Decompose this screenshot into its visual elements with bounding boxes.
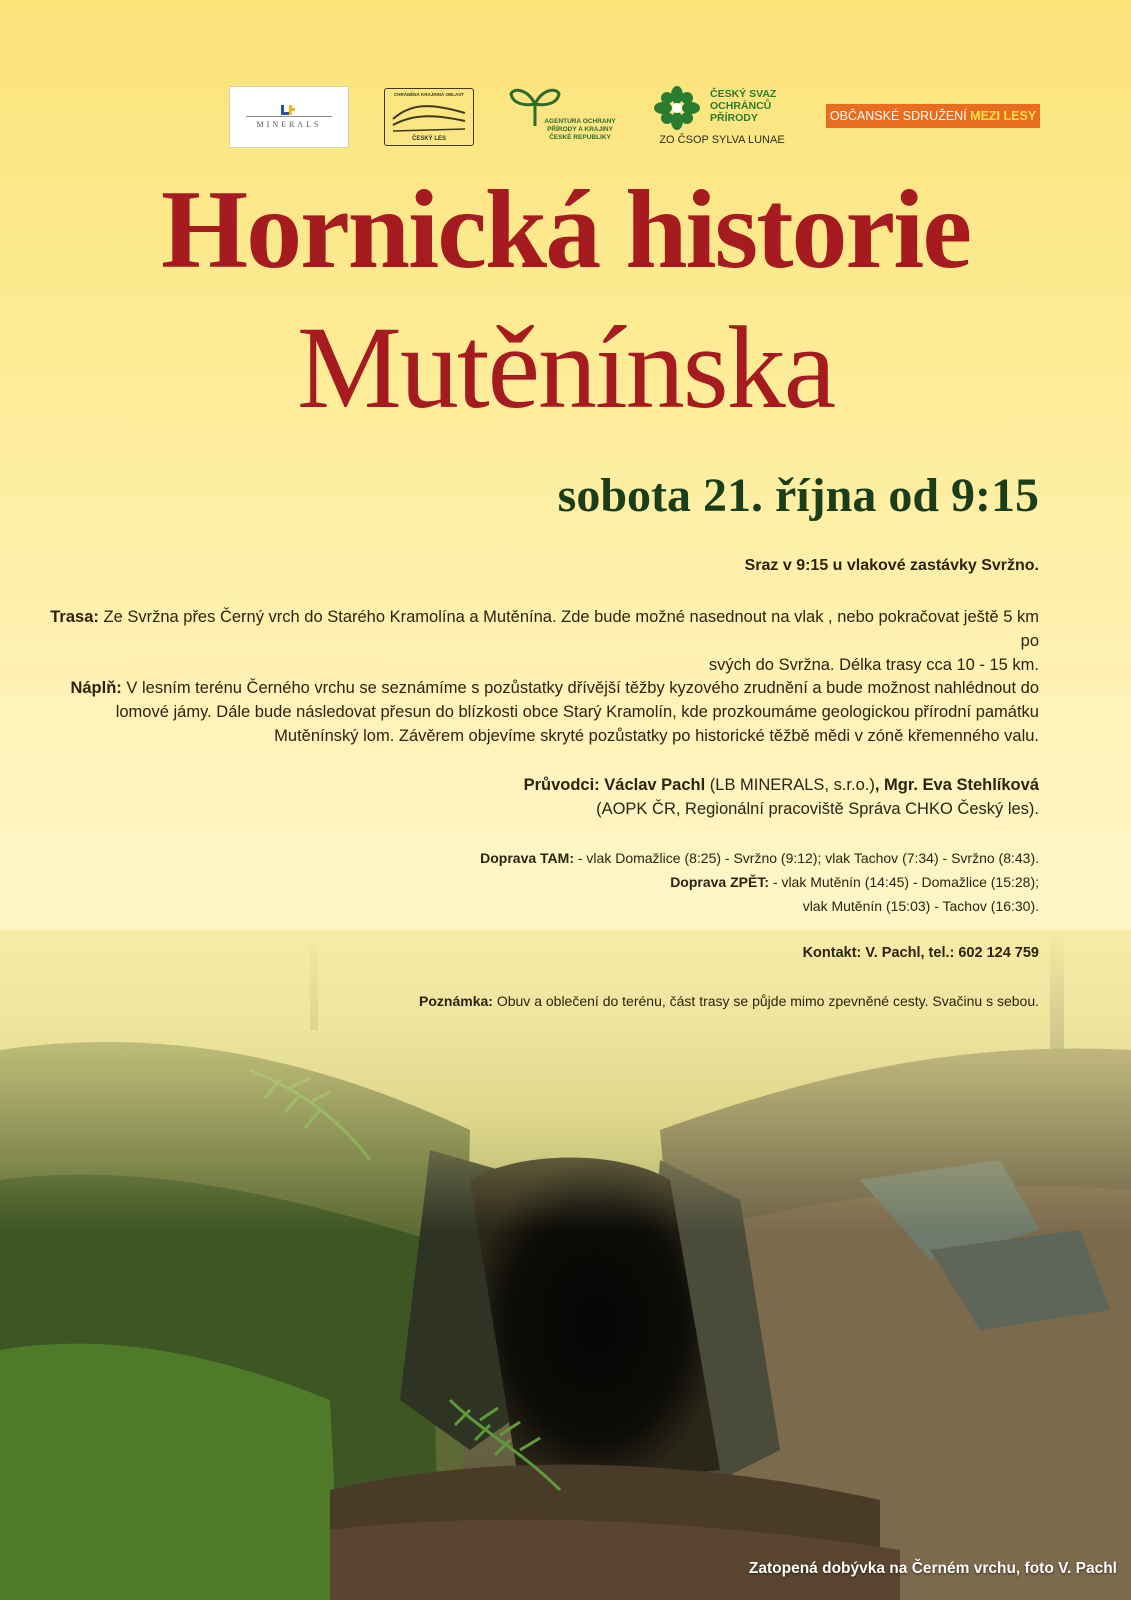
title-line-1: Hornická historie xyxy=(160,168,971,292)
guides-separator: , xyxy=(874,776,880,794)
meeting-point: Sraz v 9:15 u vlakové zastávky Svržno. xyxy=(744,557,1039,574)
partner-logos xyxy=(0,84,1131,154)
csop-logo xyxy=(652,84,792,150)
note-label: Poznámka: xyxy=(419,993,493,1009)
aopk-text: AGENTURA OCHRANY PŘÍRODY A KRAJINY ČESKÉ REPUBLIKY xyxy=(544,118,616,141)
cesky-les-label: ČESKÝ LES xyxy=(411,136,446,142)
guides-label: Průvodci: xyxy=(523,776,600,794)
chko-label: CHRÁNĚNÁ KRAJINNÁ OBLAST xyxy=(393,92,464,97)
aopk-logo xyxy=(505,84,621,148)
route-label: Trasa: xyxy=(50,608,99,626)
guide-2-org: (AOPK ČR, Regionální pracoviště Správa CHKO Český les). xyxy=(596,800,1039,818)
transport-there: - vlak Domažlice (8:25) - Svržno (9:12); vlak Tachov (7:34) - Svržno (8:43). xyxy=(577,850,1039,866)
guide-2-name: Mgr. Eva Stehlíková xyxy=(884,776,1039,794)
mezi-lesy-prefix: OBČANSKÉ SDRUŽENÍ xyxy=(829,109,967,123)
photo-caption: Zatopená dobývka na Černém vrchu, foto V. Pachl xyxy=(748,1560,1117,1577)
mine-entrance-photo xyxy=(0,930,1131,1600)
transport-back-1: - vlak Mutěnín (14:45) - Domažlice (15:28); xyxy=(772,874,1039,890)
logo-rule xyxy=(246,116,332,117)
mezi-lesy-logo xyxy=(826,104,1040,128)
csop-branch: ZO ČSOP SYLVA LUNAE xyxy=(659,134,785,146)
transport-back-2: vlak Mutěnín (15:03) - Tachov (16:30). xyxy=(802,898,1039,914)
lb-minerals-logo xyxy=(229,86,349,148)
transport-back-label: Doprava ZPĚT: xyxy=(670,874,769,890)
guides-section xyxy=(39,773,1039,821)
note-section xyxy=(419,993,1039,1009)
title-line-2: Mutěnínska xyxy=(296,302,835,433)
minerals-wordmark: MINERALS xyxy=(256,120,322,129)
note-text: Obuv a oblečení do terénu, část trasy se půjde mimo zpevněné cesty. Svačinu s sebou. xyxy=(496,993,1039,1009)
content-text-1: V lesním terénu Černého vrchu se seznámíme s pozůstatky dřívější těžby kyzového zrudnění a bude možnost nahlédnout do xyxy=(126,679,1039,697)
content-label: Náplň: xyxy=(70,679,122,697)
route-text-1: Ze Svržna přes Černý vrch do Starého Kramolína a Mutěnína. Zde bude možné nasednout na vlak , nebo pokračovat ještě 5 km po xyxy=(103,608,1039,650)
flower-icon xyxy=(654,86,700,130)
event-date: sobota 21. října od 9:15 xyxy=(557,469,1039,522)
content-section xyxy=(39,676,1039,748)
guide-1-name: Václav Pachl xyxy=(604,776,706,794)
csop-name: ČESKÝ SVAZ OCHRÁNCŮ PŘÍRODY xyxy=(710,88,777,124)
mezi-lesy-highlight: MEZI LESY xyxy=(970,109,1037,123)
content-text-3: Mutěnínský lom. Závěrem objevíme skryté pozůstatky po historické těžbě mědi v zóně křemenného valu. xyxy=(274,727,1039,745)
contact: Kontakt: V. Pachl, tel.: 602 124 759 xyxy=(802,945,1039,961)
hills-icon xyxy=(391,99,467,133)
transport-there-label: Doprava TAM: xyxy=(480,850,574,866)
chko-cesky-les-logo xyxy=(384,88,474,146)
lb-minerals-mark-icon xyxy=(279,103,297,117)
route-text-2: svých do Svržna. Délka trasy cca 10 - 15 km. xyxy=(708,656,1039,674)
guide-1-org: (LB MINERALS, s.r.o.) xyxy=(709,776,875,794)
transport-section xyxy=(39,846,1039,918)
content-text-2: lomové jámy. Dále bude následovat přesun do blízkosti obce Starý Kramolín, kde prozkoumáme geologickou přírodní památku xyxy=(115,703,1039,721)
route-section xyxy=(39,605,1039,677)
